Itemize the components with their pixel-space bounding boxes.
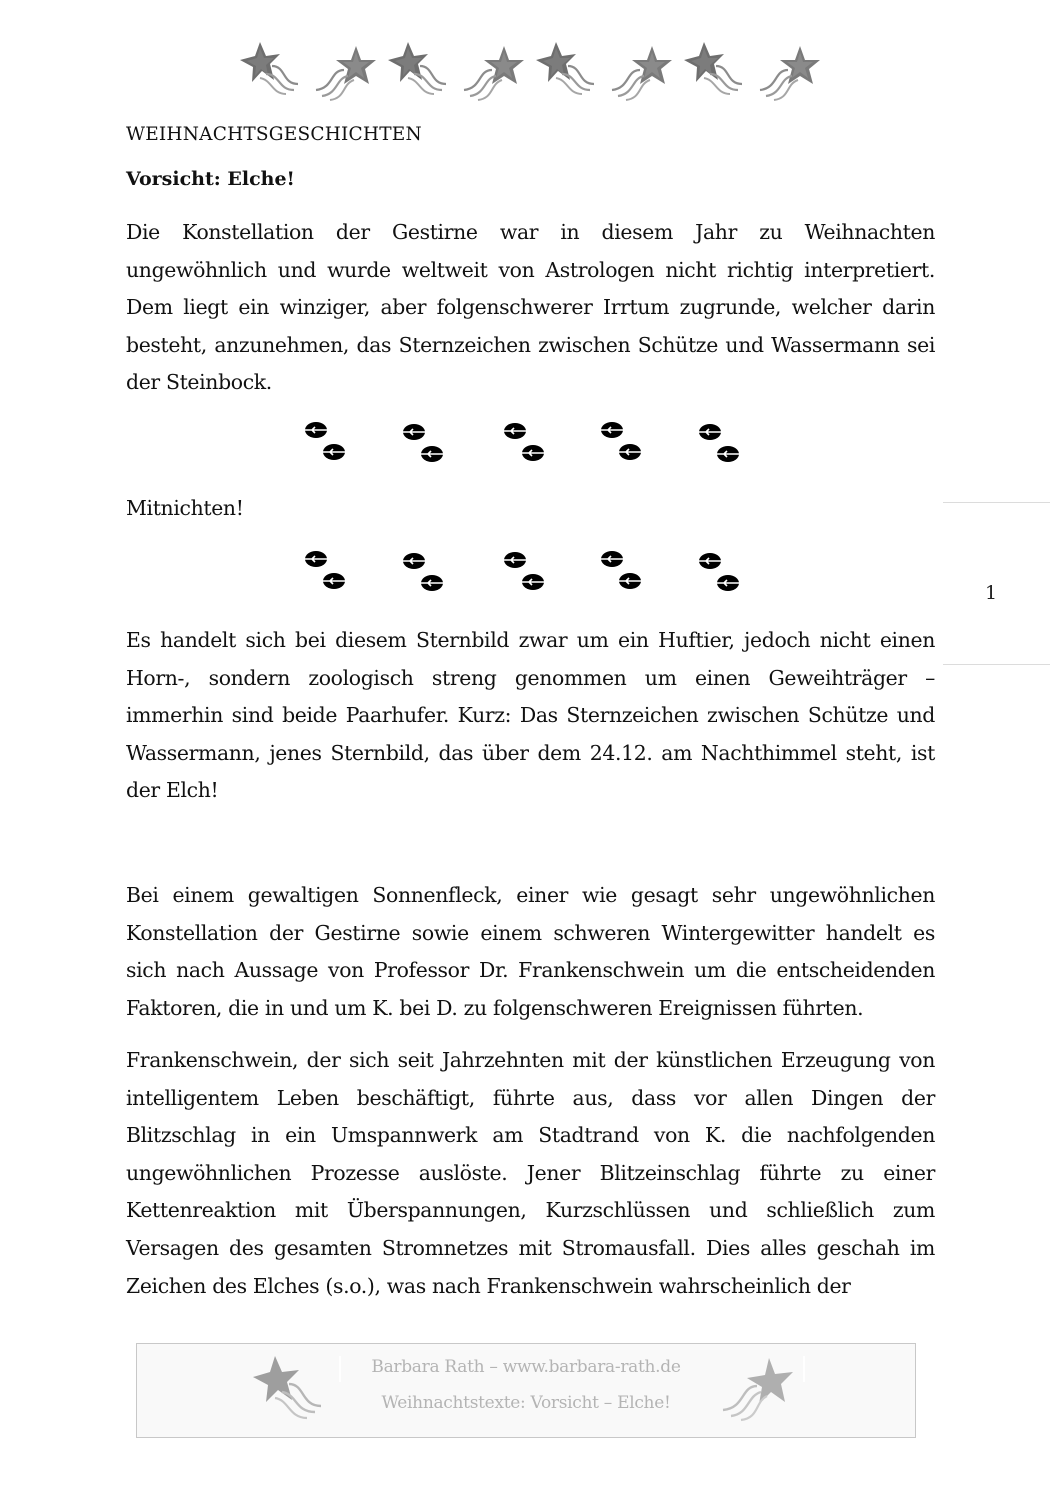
shooting-star-icon [388, 42, 446, 94]
footer [136, 1343, 916, 1438]
shooting-star-icon [713, 1354, 803, 1424]
shooting-star-icon [760, 46, 820, 100]
hoofprint-icon [699, 553, 739, 591]
shooting-star-icon [240, 42, 298, 94]
hoofprint-icon [504, 552, 544, 590]
paragraph-2: Mitnichten! [126, 496, 244, 520]
hoofprint-row [300, 549, 750, 599]
paragraph-1: Die Konstellation der Gestirne war in diesem Jahr zu Weihnachten ungewöhnlich und wurde weltweit von Astrologen nicht richtig interpretiert. Dem liegt ein winziger, aber folgenschwerer Irrtum zugrunde, welcher darin besteht, anzunehmen, das Sternzeichen zwischen Schütze und Wassermann sei der Steinbock. [126, 220, 935, 395]
section-label: WEIHNACHTSGESCHICHTEN [126, 124, 422, 145]
shooting-star-icon [464, 46, 524, 100]
shooting-star-icon [612, 46, 672, 100]
margin-divider-top [943, 502, 1050, 503]
hoofprint-icon [305, 422, 345, 460]
hoofprint-icon [403, 553, 443, 591]
shooting-star-icon [316, 46, 376, 100]
hoofprint-icon [699, 424, 739, 462]
page-number: 1 [985, 582, 998, 604]
paragraph-3: Es handelt sich bei diesem Sternbild zwar um ein Huftier, jedoch nicht einen Horn-, sondern zoologisch streng genommen um einen Geweihträger – immerhin sind beide Paarhufer. Kurz: Das Sternzeichen zwischen Schütze und Wassermann, jenes Sternbild, das über dem 24.12. am Nachthimmel steht, ist der Elch! [126, 628, 935, 803]
footer-separator [803, 1356, 805, 1382]
hoofprint-icon [601, 422, 641, 460]
story-title: Vorsicht: Elche! [126, 168, 295, 190]
paragraph-4: Bei einem gewaltigen Sonnenfleck, einer wie gesagt sehr ungewöhnlichen Konstellation der Gestirne sowie einem schweren Wintergewitter handelt es sich nach Aussage von Professor Dr. Frankenschwein um die entscheidenden Faktoren, die in und um K. bei D. zu folgenschweren Ereignissen führten. [126, 883, 935, 1020]
footer-title: Weihnachtstexte: Vorsicht – Elche! [381, 1393, 671, 1413]
margin-divider-bottom [943, 664, 1050, 665]
paragraph-5: Frankenschwein, der sich seit Jahrzehnten mit der künstlichen Erzeugung von intelligentem Leben beschäftigt, führte aus, dass vor allen Dingen der Blitzschlag in ein Umspannwerk am Stadtrand von K. die nachfolgenden ungewöhnlichen Prozesse auslöste. Jener Blitzeinschlag führte zu einer Kettenreaktion mit Überspannungen, Kurzschlüssen und schließlich zum Versagen des gesamten Stromnetzes mit Stromausfall. Dies alles geschah im Zeichen des Elches (s.o.), was nach Frankenschwein wahrscheinlich der [126, 1048, 935, 1298]
shooting-star-icon [684, 42, 742, 94]
shooting-star-icon [536, 42, 594, 94]
hoofprint-icon [601, 551, 641, 589]
hoofprint-icon [403, 424, 443, 462]
hoofprint-row [300, 420, 750, 470]
hoofprint-icon [305, 551, 345, 589]
footer-author: Barbara Rath – www.barbara-rath.de [371, 1357, 681, 1377]
hoofprint-icon [504, 423, 544, 461]
shooting-star-border [238, 38, 828, 108]
